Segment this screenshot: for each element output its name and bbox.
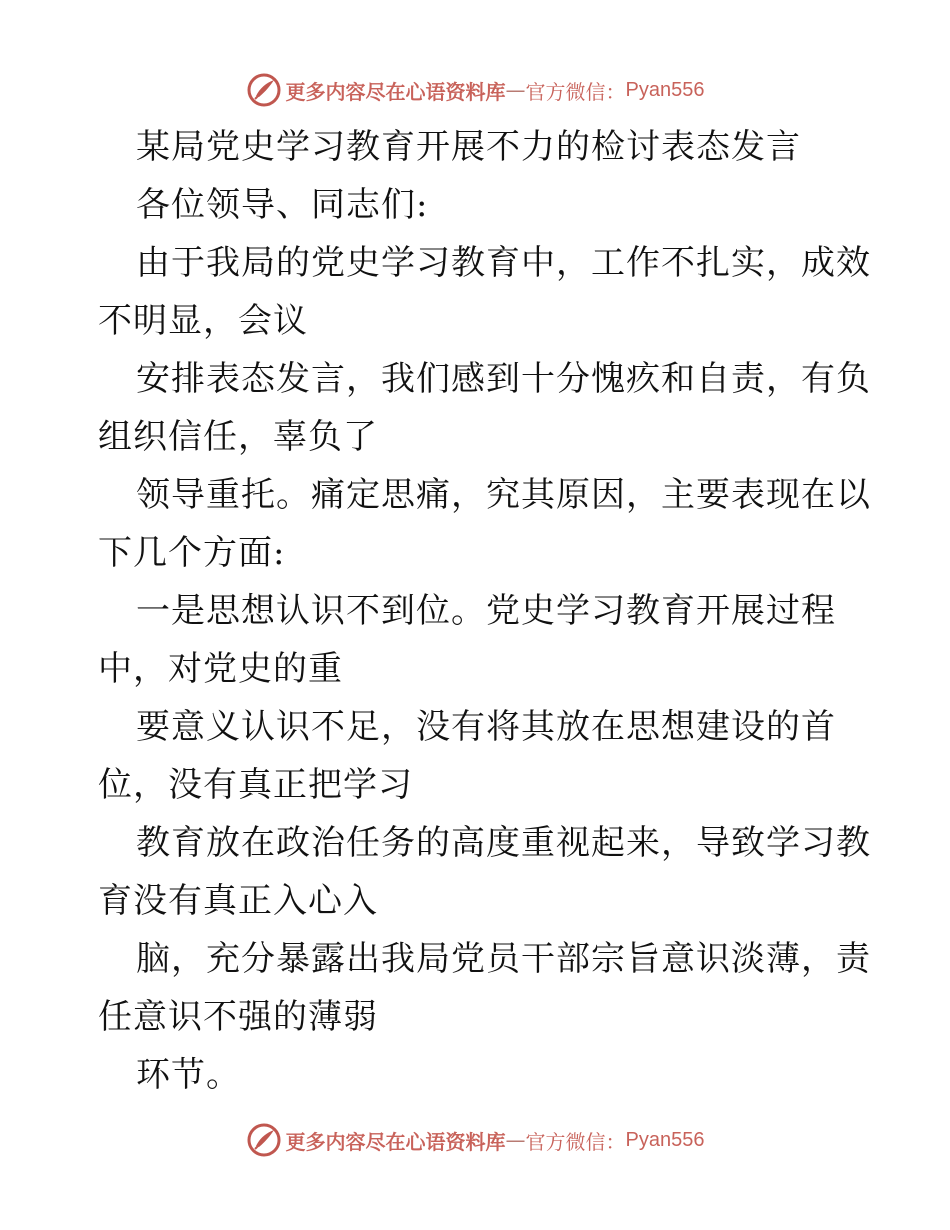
watermark-brand: 更多内容尽在心语资料库 bbox=[285, 79, 506, 104]
text-line: 不明显，会议 bbox=[98, 301, 308, 341]
text-line: 环节。 bbox=[136, 1055, 241, 1095]
text-line: 要意义认识不足，没有将其放在思想建设的首 bbox=[136, 707, 836, 747]
document-body bbox=[98, 118, 871, 1104]
text-line: 脑，充分暴露出我局党员干部宗旨意识淡薄，责 bbox=[136, 939, 871, 979]
text-line: 中，对党史的重 bbox=[98, 649, 343, 689]
text-line: 任意识不强的薄弱 bbox=[98, 997, 378, 1037]
text-line: 由于我局的党史学习教育中，工作不扎实，成效 bbox=[136, 243, 871, 283]
text-line: 一是思想认识不到位。党史学习教育开展过程 bbox=[136, 591, 836, 631]
text-line: 安排表态发言，我们感到十分愧疚和自责，有负 bbox=[136, 359, 871, 399]
text-line: 育没有真正入心入 bbox=[98, 881, 378, 921]
header-watermark bbox=[0, 68, 950, 112]
document-title: 某局党史学习教育开展不力的检讨表态发言 bbox=[136, 127, 801, 167]
watermark-brand: 更多内容尽在心语资料库 bbox=[285, 1129, 506, 1154]
watermark-wechat-label: 官方微信： bbox=[525, 79, 626, 104]
text-line: 领导重托。痛定思痛，究其原因，主要表现在以 bbox=[136, 475, 871, 515]
text-line: 教育放在政治任务的高度重视起来，导致学习教 bbox=[136, 823, 871, 863]
watermark-wechat-id: Pyan556 bbox=[625, 78, 705, 101]
feather-seal-icon bbox=[246, 1122, 282, 1158]
text-line: 下几个方面: bbox=[98, 533, 286, 573]
watermark-wechat-id: Pyan556 bbox=[625, 1128, 705, 1151]
footer-watermark bbox=[0, 1118, 950, 1162]
watermark-separator: — bbox=[505, 1128, 526, 1152]
feather-seal-icon bbox=[246, 72, 282, 108]
text-line: 组织信任，辜负了 bbox=[98, 417, 378, 457]
salutation: 各位领导、同志们: bbox=[136, 185, 429, 225]
text-line: 位，没有真正把学习 bbox=[98, 765, 413, 805]
watermark-separator: — bbox=[505, 78, 526, 102]
watermark-wechat-label: 官方微信： bbox=[525, 1129, 626, 1154]
